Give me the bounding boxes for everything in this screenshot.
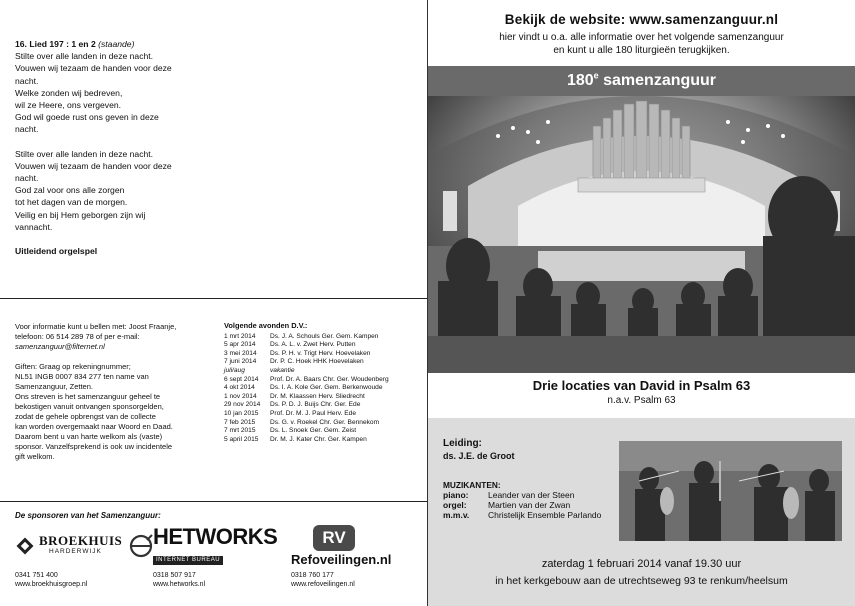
- schedule-date: 1 nov 2014: [224, 392, 257, 400]
- gift-line: Giften: Graag op rekeningnummer;: [15, 362, 131, 371]
- hymn-title: 16. Lied 197 : 1 en 2 (staande): [15, 39, 135, 49]
- schedule-row: [224, 376, 424, 385]
- sponsor-phone: 0318 760 177: [291, 572, 334, 579]
- website-link[interactable]: Bekijk de website: www.samenzanguur.nl: [504, 12, 779, 27]
- gift-line: Samenzanguur, Zetten.: [15, 382, 93, 391]
- schedule-preacher: Ds. P. D. J. Buijs Chr. Ger. Ede: [270, 401, 361, 409]
- edition-text: samenzanguur: [598, 72, 717, 89]
- gift-line: gift welkom.: [15, 452, 55, 461]
- schedule-row: [224, 427, 424, 436]
- contact-line: Voor informatie kunt u bellen met: Joost Fraanje,: [15, 322, 177, 331]
- gift-line: Ons streven is het samenzanguur geheel te: [15, 392, 161, 401]
- hymn-block: [15, 38, 215, 257]
- schedule-date: 7 feb 2015: [224, 418, 256, 426]
- volvo-icon: [128, 533, 154, 559]
- schedule-date: juli/aug: [224, 366, 245, 374]
- musician-row: [443, 500, 601, 510]
- schedule-date: 4 okt 2014: [224, 384, 255, 392]
- broekhuis-mark-icon: [15, 536, 35, 556]
- schedule-date: 7 juni 2014: [224, 358, 257, 366]
- sponsor-web[interactable]: www.hetworks.nl: [153, 581, 206, 588]
- musician-name: Christelijk Ensemble Parlando: [488, 510, 602, 520]
- schedule-preacher: Dr. M. J. Kater Chr. Ger. Kampen: [270, 435, 367, 443]
- schedule-row: [224, 350, 424, 359]
- contact-email[interactable]: samenzanguur@filternet.nl: [15, 342, 105, 351]
- schedule-row: [224, 401, 424, 410]
- church-photo: [428, 96, 855, 373]
- hymn-title-note: (staande): [98, 39, 135, 49]
- gift-line: bekostigen vanuit ontvangen sponsorgelden,: [15, 402, 164, 411]
- musicians-label: MUZIKANTEN:: [443, 480, 501, 490]
- schedule-date: 29 nov 2014: [224, 401, 261, 409]
- musician-name: Leander van der Steen: [488, 490, 575, 500]
- sponsor-web[interactable]: www.refoveilingen.nl: [291, 581, 355, 588]
- right-panel: [428, 0, 855, 606]
- schedule-row: [224, 384, 424, 393]
- musician-role: m.m.v.: [443, 510, 470, 520]
- schedule-row: [224, 419, 424, 428]
- website-line: en kunt u alle 180 liturgieën terugkijken.: [553, 45, 730, 56]
- sponsor-broekhuis[interactable]: [15, 525, 154, 589]
- hetworks-logo: [153, 525, 277, 567]
- verse-line: Welke zonden wij bedreven,: [15, 87, 123, 98]
- schedule-preacher: Prof. Dr. M. J. Paul Herv. Ede: [270, 409, 356, 417]
- verse-line: tot het dagen van de morgen.: [15, 197, 128, 208]
- contact-line: telefoon: 06 514 289 78 of per e-mail:: [15, 332, 140, 341]
- divider: [0, 298, 428, 299]
- schedule-preacher: Ds. G. v. Roekel Chr. Ger. Bennekom: [270, 418, 380, 426]
- verse-line: Vouwen wij tezaam de handen voor deze: [15, 160, 172, 171]
- schedule-preacher: vakantie: [270, 366, 295, 374]
- verse-line: Veilig en bij Hem geborgen zijn wij: [15, 209, 146, 220]
- schedule-title: Volgende avonden D.V.:: [224, 321, 308, 330]
- event-location: in het kerkgebouw aan de utrechtseweg 93 te renkum/heelsum: [495, 575, 788, 587]
- refoveilingen-logo: [291, 525, 391, 567]
- hetworks-name: HETWORKS: [153, 524, 278, 549]
- verse-line: Vouwen wij tezaam de handen voor deze: [15, 63, 172, 74]
- sermon-title: Drie locaties van David in Psalm 63: [532, 378, 751, 393]
- divider: [0, 501, 428, 502]
- schedule-preacher: Ds. A. L. v. Zwet Herv. Putten: [270, 341, 356, 349]
- contact-info: [15, 322, 223, 462]
- ensemble-image: [619, 441, 842, 541]
- verse-line: vannacht.: [15, 221, 53, 232]
- sponsor-refoveilingen[interactable]: [291, 525, 391, 589]
- verse-line: Stilte over alle landen in deze nacht.: [15, 148, 154, 159]
- schedule-date: 5 apr 2014: [224, 341, 256, 349]
- website-line: hier vindt u o.a. alle informatie over het volgende samenzanguur: [499, 32, 784, 43]
- rv-badge-icon: RV: [313, 525, 355, 551]
- verse-line: God wil goede rust ons geven in deze: [15, 112, 159, 123]
- musician-role: orgel:: [443, 500, 467, 510]
- verse-line: wil ze Heere, ons vergeven.: [15, 100, 122, 111]
- schedule-date: 1 mrt 2014: [224, 332, 256, 340]
- sponsor-phone: 0318 507 917: [153, 572, 196, 579]
- schedule-preacher: Ds. P. H. v. Trigt Herv. Hoevelaken: [270, 349, 371, 357]
- verse-line: nacht.: [15, 173, 39, 184]
- musician-row: [443, 510, 601, 520]
- event-date: zaterdag 1 februari 2014 vanaf 19.30 uur: [541, 558, 742, 570]
- musician-name: Martien van der Zwan: [488, 500, 571, 510]
- sponsor-contact: [15, 571, 154, 589]
- hetworks-sub: INTERNET BUREAU: [153, 556, 223, 565]
- sponsor-phone: 0341 751 400: [15, 572, 58, 579]
- musician-role: piano:: [443, 490, 469, 500]
- sermon-subtitle: n.a.v. Psalm 63: [607, 395, 676, 406]
- schedule: [224, 322, 424, 444]
- schedule-preacher: Ds. I. A. Kole Ger. Gem. Berkenwoude: [270, 384, 383, 392]
- verse-line: nacht.: [15, 124, 39, 135]
- schedule-date: 3 mei 2014: [224, 349, 257, 357]
- leading-label: Leiding:: [443, 438, 482, 449]
- schedule-row: [224, 436, 424, 445]
- schedule-date: 7 mrt 2015: [224, 427, 256, 435]
- musicians-block: [443, 480, 601, 520]
- sponsor-hetworks[interactable]: [153, 525, 277, 589]
- schedule-preacher: Dr. P. C. Hoek HHK Hoevelaken: [270, 358, 364, 366]
- sponsor-contact: [153, 571, 277, 589]
- hymn-verse-2: [15, 148, 215, 233]
- verse-line: God zal voor ons alle zorgen: [15, 185, 125, 196]
- edition-banner: [428, 66, 855, 96]
- sponsor-contact: [291, 571, 391, 589]
- hymn-outro: Uitleidend orgelspel: [15, 246, 98, 257]
- verse-line: Stilte over alle landen in deze nacht.: [15, 51, 154, 62]
- sponsor-web[interactable]: www.broekhuisgroep.nl: [15, 581, 88, 588]
- schedule-preacher: Dr. M. Klaassen Herv. Sliedrecht: [270, 392, 365, 400]
- schedule-row: [224, 358, 424, 367]
- schedule-date: 6 sept 2014: [224, 375, 259, 383]
- broekhuis-logo: [15, 525, 154, 567]
- sponsors-title: De sponsoren van het Samenzanguur:: [15, 511, 161, 520]
- edition-sup: e: [593, 70, 599, 81]
- leading-name: ds. J.E. de Groot: [443, 451, 515, 461]
- gift-line: zodat de gehele opbrengst van de collecte: [15, 412, 156, 421]
- schedule-preacher: Ds. J. A. Schouls Ger. Gem. Kampen: [270, 332, 379, 340]
- broekhuis-sub: HARDERWIJK: [49, 548, 102, 555]
- schedule-row: [224, 341, 424, 350]
- gift-line: NL51 INGB 0007 834 277 ten name van: [15, 372, 149, 381]
- event-info: [428, 558, 855, 587]
- church-interior-image: [428, 96, 855, 373]
- schedule-row: [224, 393, 424, 402]
- schedule-date: 10 jan 2015: [224, 409, 259, 417]
- schedule-row: [224, 333, 424, 342]
- gift-line: sponsor. Vanzelfsprekend is ook uw incidentele: [15, 442, 173, 451]
- sermon-theme: [428, 378, 855, 406]
- schedule-row: [224, 367, 424, 376]
- event-details: [428, 418, 855, 606]
- gift-line: Daarom bent u van harte welkom als (vaste): [15, 432, 163, 441]
- refoveilingen-name: Refoveilingen.nl: [291, 552, 392, 567]
- schedule-date: 5 april 2015: [224, 435, 259, 443]
- schedule-preacher: Prof. Dr. A. Baars Chr. Ger. Woudenberg: [270, 375, 389, 383]
- schedule-preacher: Ds. L. Snoek Ger. Gem. Zeist: [270, 427, 357, 435]
- musician-row: [443, 490, 601, 500]
- broekhuis-name: BROEKHUIS: [39, 533, 123, 548]
- leading-block: [443, 438, 515, 462]
- gift-line: kan worden overgemaakt naar Woord en Daad.: [15, 422, 173, 431]
- hymn-verse-1: [15, 50, 215, 135]
- schedule-row: [224, 410, 424, 419]
- ensemble-photo: [619, 441, 842, 541]
- website-block: [428, 12, 855, 57]
- verse-line: nacht.: [15, 75, 39, 86]
- edition-number: 180: [566, 72, 594, 89]
